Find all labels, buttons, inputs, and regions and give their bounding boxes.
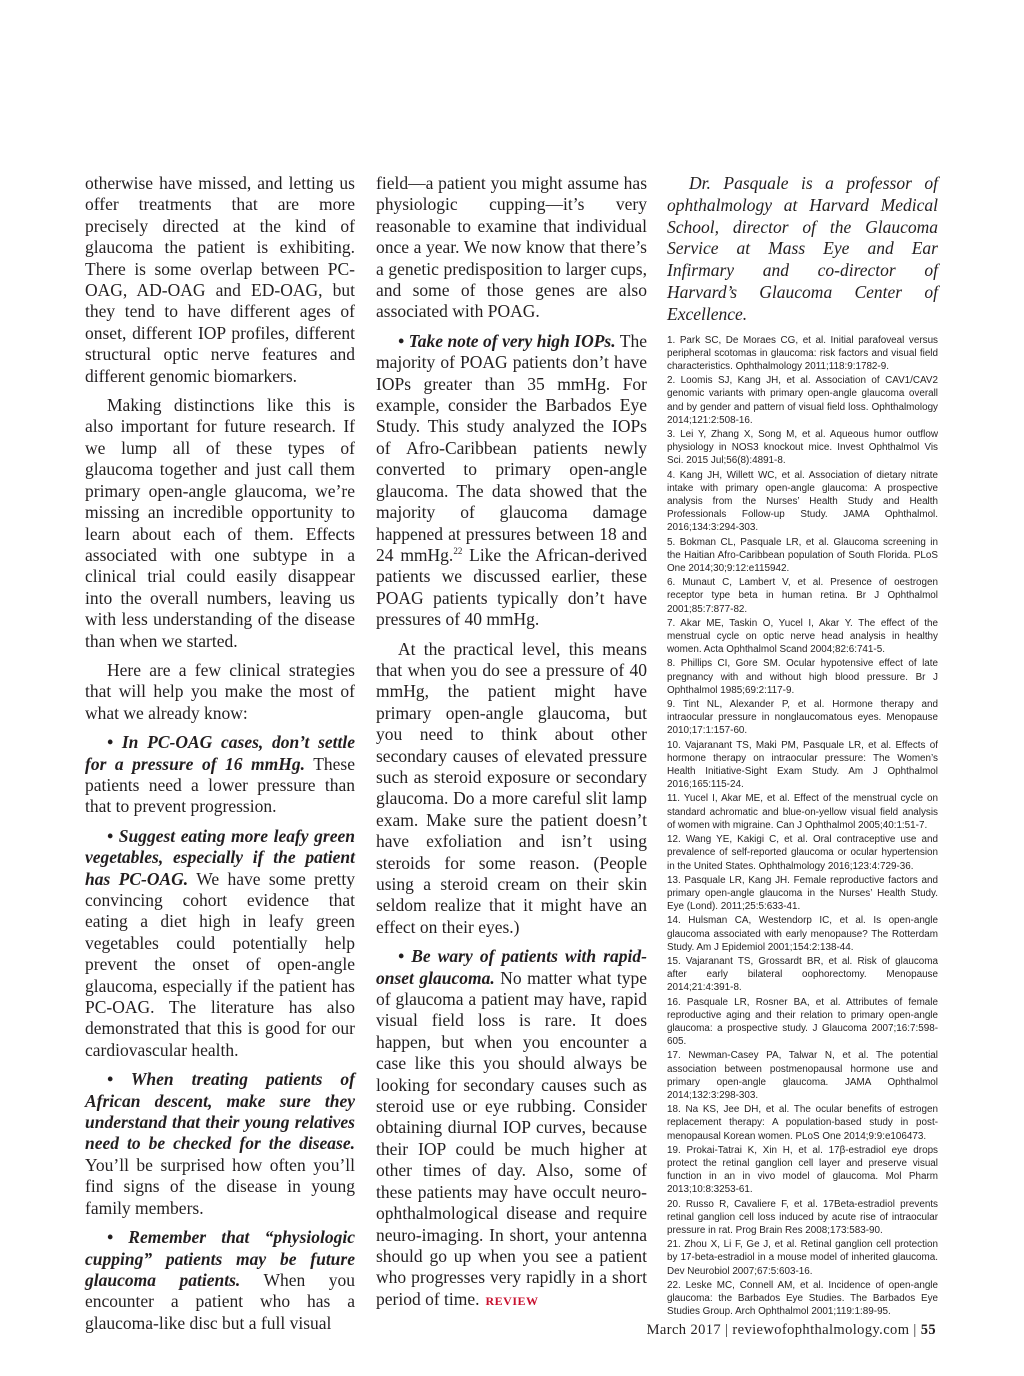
bullet-lead: • In PC-OAG cases, don’t settle for a pressure of 16 mmHg. [85, 732, 355, 774]
bullet-lead: • Be wary of patients with rapid-onset glaucoma. [376, 946, 647, 988]
references-list [667, 334, 938, 1319]
bullet-text: When you encounter a patient who has a glaucoma-like disc but a full visual [85, 1269, 356, 1333]
reference-item: 19. Prokai-Tatrai K, Xin H, et al. 17β-estradiol eye drops protect the retinal ganglion cell layer and preserve visual function in an in vivo model of glaucoma. Mol Pharm 2013;10:8:3253-61. [667, 1144, 938, 1196]
reference-item: 2. Loomis SJ, Kang JH, et al. Association of CAV1/CAV2 genomic variants with primary open-angle glaucoma overall and by gender and pattern of visual field loss. Ophthalmology 2014;121:2:508-16. [667, 375, 938, 426]
reference-item: 5. Bokman CL, Pasquale LR, et al. Glaucoma screening in the Haitian Afro-Caribbean population of South Florida. PLoS One 2014;30;9:12:e115942. [667, 536, 938, 575]
bullet-text: You’ll be surprised how often you’ll find signs of the disease in young family members. [85, 1154, 355, 1218]
paragraph: Making distinctions like this is also important for future research. If we lump all of these types of glaucoma together and just call them primary open-angle glaucoma, we’re missing an incredible opportunity to learn about each of them. Effects associated with one subtype in a clinical trial could easily disappear into the overall numbers, leaving us with less understanding of the disease than when we started. [85, 395, 355, 651]
bullet-lead: • Remember that “physiologic cupping” patients may be future glaucoma patients. [85, 1227, 355, 1290]
bullet-text: The majority of POAG patients don’t have IOPs greater than 35 mmHg. For example, consider the Barbados Eye Study. This study analyzed the IOPs of Afro-Caribbean patients newly converted to primary open-angle glaucoma. The data showed that the majority of glaucoma damage happened at pressures between 18 and 24 mmHg. [376, 330, 647, 565]
reference-item: 11. Yucel I, Akar ME, et al. Effect of the menstrual cycle on standard achromatic and blue-on-yellow visual field analysis of women with migraine. Can J Ophthalmol 2005;40:1:51-7. [667, 793, 938, 831]
citation-marker: 22 [453, 546, 463, 557]
reference-item: 10. Vajaranant TS, Maki PM, Pasquale LR, et al. Effects of hormone therapy on intraocular pressure: The Women’s Health Initiative-Sight Exam Study. Am J Ophthalmol 2016;165:115-24. [667, 739, 938, 791]
reference-item: 14. Hulsman CA, Westendorp IC, et al. Is open-angle glaucoma associated with early menopause? The Rotterdam Study. Am J Epidemiol 2001;154:2:138-44. [667, 915, 938, 953]
reference-item: 15. Vajaranant TS, Grossardt BR, et al. Risk of glaucoma after early bilateral oophorectomy. Menopause 2014;21:4:391-8. [667, 955, 938, 994]
footer-separator: | [725, 1322, 729, 1338]
reference-item: 21. Zhou X, Li F, Ge J, et al. Retinal ganglion cell protection by 17-beta-estradiol in a mouse model of inherited glaucoma. Dev Neurobiol 2007;67:5:603-16. [667, 1239, 938, 1277]
paragraph: Here are a few clinical strategies that will help you make the most of what we already know: [85, 659, 355, 723]
reference-item: 4. Kang JH, Willett WC, et al. Association of dietary nitrate intake with primary open-angle glaucoma: A prospective analysis from the Nurses’ Health Study and Health Professionals Follow-up Study. JAMA Ophthalmol. 2016;134:3:294-303. [667, 469, 938, 534]
reference-item: 8. Phillips CI, Gore SM. Ocular hypotensive effect of late pregnancy with and without high blood pressure. Br J Ophthalmol 1985;69:2:117-9. [667, 658, 938, 696]
strategy-bullet [85, 732, 355, 818]
reference-item: 18. Na KS, Jee DH, et al. The ocular benefits of estrogen replacement therapy: A population-based study in post-menopausal Korean women. PLoS One 2014;9:9:e106473. [667, 1104, 938, 1142]
paragraph: otherwise have missed, and letting us offer treatments that are more precisely directed at the kind of glaucoma the patient is exhibiting. There is some overlap between PC-OAG, AD-OAG and ED-OAG, but they tend to have different ages of onset, different IOP profiles, different structural optic nerve features and different genomic biomarkers. [85, 173, 355, 386]
reference-item: 1. Park SC, De Moraes CG, et al. Initial parafoveal versus peripheral scotomas in glaucoma: risk factors and visual field characteristics. Ophthalmology 2011;118:9:1782-9. [667, 334, 938, 372]
strategy-bullet [376, 331, 647, 631]
review-end-mark: REVIEW [485, 1293, 539, 1308]
bullet-text: We have some pretty convincing cohort evidence that eating a diet high in leafy green vegetables could potentially help prevent the onset of open-angle glaucoma, especially if the patient has PC-OAG. The literature has also demonstrated that this is good for our cardiovascular health. [85, 868, 355, 1060]
strategy-bullet [85, 1227, 355, 1334]
website-link[interactable]: reviewofophthalmology.com [732, 1322, 910, 1338]
strategy-bullet [376, 946, 647, 1312]
reference-item: 13. Pasquale LR, Kang JH. Female reproductive factors and primary open-angle glaucoma in the Nurses’ Health Study. Eye (Lond). 2011;25:5:633-41. [667, 874, 938, 913]
paragraph: field—a patient you might assume has physiologic cupping—it’s very reasonable to examine that individual once a year. We now know that there’s a genetic predisposition to larger cups, and some of those genes are also associated with POAG. [376, 173, 647, 322]
paragraph: At the practical level, this means that when you do see a pressure of 40 mmHg, the patient might have primary open-angle glaucoma, but you need to think about other secondary causes of elevated pressure such as steroid exposure or secondary glaucoma. Do a more careful slit lamp exam. Make sure the patient doesn’t have exfoliation and isn’t using steroids for some reason. (People using a steroid cream on their skin seldom realize that it might have an effect on their eyes.) [376, 638, 647, 937]
page-footer [647, 1322, 936, 1339]
bullet-text: These patients need a lower pressure than that to prevent progression. [85, 753, 355, 817]
bullet-lead: • When treating patients of African descent, make sure they understand that their young relatives need to be checked for the disease. [85, 1069, 355, 1154]
author-bio: Dr. Pasquale is a professor of ophthalmology at Harvard Medical School, director of the Glaucoma Service at Mass Eye and Ear Infirmary and co-director of Harvard’s Glaucoma Center of Excellence. [667, 173, 938, 324]
article-column-3 [667, 173, 938, 1319]
article-column-2 [376, 173, 647, 1320]
article-column-1 [85, 173, 355, 1342]
page-number: 55 [920, 1322, 936, 1338]
reference-item: 3. Lei Y, Zhang X, Song M, et al. Aqueous humor outflow physiology in NOS3 knockout mice. Invest Ophthalmol Vis Sci. 2015 Jul;56(8):4891-8. [667, 429, 938, 467]
footer-separator: | [913, 1322, 917, 1338]
bullet-text: No matter what type of glaucoma a patient may have, rapid visual field loss is rare. It does happen, but when you encounter a case like this you should always be looking for secondary causes such as steroid use or eye rubbing. Consider obtaining diurnal IOP curves, because their IOP could be much higher at other times of day. Also, some of these patients may have occult neuro-ophthalmological disease and require neuro-imaging. In short, your antenna should go up when you see a patient who progresses very rapidly in a short period of time. [376, 967, 648, 1309]
bullet-lead: • Suggest eating more leafy green vegetables, especially if the patient has PC-OAG. [85, 825, 355, 889]
strategy-bullet [85, 826, 355, 1061]
reference-item: 17. Newman-Casey PA, Talwar N, et al. The potential association between postmenopausal hormone use and primary open-angle glaucoma. JAMA Ophthalmol 2014;132:3:298-303. [667, 1050, 938, 1101]
reference-item: 20. Russo R, Cavaliere F, et al. 17Beta-estradiol prevents retinal ganglion cell loss induced by acute rise of intraocular pressure in rat. Prog Brain Res 2008;173:583-90. [667, 1198, 938, 1236]
issue-date: March 2017 [646, 1322, 722, 1338]
reference-item: 6. Munaut C, Lambert V, et al. Presence of oestrogen receptor type beta in human retina. Br J Ophthalmol 2001;85:7:877-82. [667, 577, 938, 615]
strategy-bullet [85, 1069, 355, 1219]
bullet-text: Like the African-derived patients we discussed earlier, these POAG patients typically don’t have pressures of 40 mmHg. [376, 544, 647, 630]
reference-item: 12. Wang YE, Kakigi C, et al. Oral contraceptive use and prevalence of self-reported glaucoma or ocular hypertension in the United States. Ophthalmology 2016;123:4:729-36. [667, 834, 938, 872]
reference-item: 9. Tint NL, Alexander P, et al. Hormone therapy and intraocular pressure in nonglaucomatous eyes. Menopause 2010;17:1:157-60. [667, 699, 938, 737]
reference-item: 16. Pasquale LR, Rosner BA, et al. Attributes of female reproductive aging and their relation to primary open-angle glaucoma: a prospective study. J Glaucoma 2007;16:7:598-605. [667, 996, 938, 1048]
reference-item: 22. Leske MC, Connell AM, et al. Incidence of open-angle glaucoma: the Barbados Eye Studies. The Barbados Eye Studies Group. Arch Ophthalmol 2001;119:1:89-95. [667, 1279, 938, 1318]
bullet-lead: • Take note of very high IOPs. [398, 330, 616, 351]
reference-item: 7. Akar ME, Taskin O, Yucel I, Akar Y. The effect of the menstrual cycle on optic nerve head analysis in healthy women. Acta Ophthalmol Scand 2004;82:6:741-5. [667, 617, 938, 656]
